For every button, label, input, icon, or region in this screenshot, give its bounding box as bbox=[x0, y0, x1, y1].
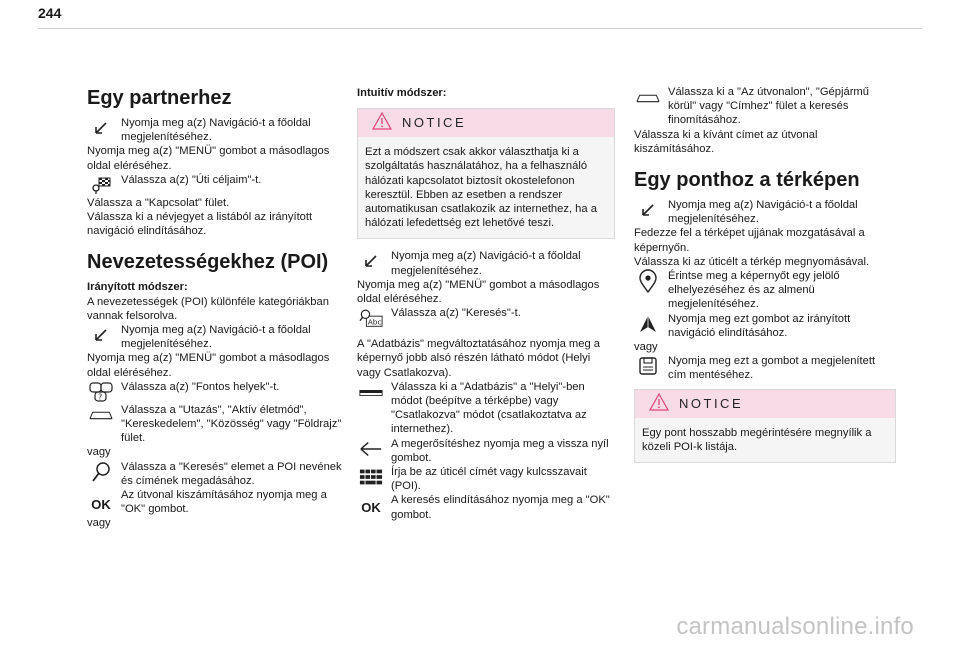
ok-icon: OK bbox=[91, 496, 111, 512]
step-navigation bbox=[87, 116, 351, 144]
notice-body: Egy pont hosszabb megérintésére megnyílik a közeli POI-k listája. bbox=[635, 418, 895, 462]
step-marker bbox=[634, 269, 896, 312]
step-text: Nyomja meg a(z) Navigáció-t a főoldal megjelenítéséhez. bbox=[121, 324, 311, 351]
abc-search-icon bbox=[359, 307, 383, 329]
tab-icon bbox=[636, 87, 660, 109]
navigation-triangle-icon bbox=[636, 313, 660, 335]
step-text: Nyomja meg a(z) Navigáció-t a főoldal megjelenítéséhez. bbox=[668, 199, 858, 226]
step-text: Válassza a "Utazás", "Aktív életmód", "Kereskedelem", "Közösség" vagy "Földrajz" fület. bbox=[121, 403, 342, 445]
notice-title: NOTICE bbox=[679, 395, 744, 411]
heading-poi: Nevezetességekhez (POI) bbox=[87, 251, 329, 274]
navigation-arrow-icon bbox=[89, 324, 113, 346]
paragraph: Nyomja meg a(z) "MENÜ" gombot a másodlagos oldal eléréséhez. bbox=[357, 278, 600, 306]
abc-label: Abc bbox=[367, 317, 382, 327]
paragraph: Fedezze fel a térképet ujjának mozgatásával a képernyőn. bbox=[634, 227, 865, 254]
step-save bbox=[634, 354, 896, 382]
or-text: vagy bbox=[634, 341, 658, 354]
or-text: vagy bbox=[87, 446, 111, 459]
navigation-arrow-icon bbox=[636, 199, 660, 221]
watermark: carmanualsonline.info bbox=[676, 613, 914, 640]
step-text: Válassza a(z) "Fontos helyek"-t. bbox=[121, 380, 280, 393]
step-search bbox=[87, 460, 351, 488]
step-poi bbox=[87, 380, 351, 402]
step-text: Válassza ki a "Adatbázis" a "Helyi"-ben módot (beépítve a térképbe) vagy "Csatlakozva" módot (csatlakoztatva az internethez). bbox=[391, 380, 587, 436]
step-text: A megerősítéshez nyomja meg a vissza nyíl gombot. bbox=[391, 437, 609, 464]
step-start-navigation bbox=[634, 312, 896, 340]
paragraph: A nevezetességek (POI) különféle kategóriákban vannak felsorolva. bbox=[87, 295, 329, 322]
step-ok bbox=[357, 493, 615, 521]
step-navigation bbox=[357, 249, 615, 277]
step-navigation bbox=[634, 198, 896, 226]
header-divider bbox=[38, 28, 922, 29]
notice-header bbox=[358, 109, 614, 137]
heading-map-point: Egy ponthoz a térképen bbox=[634, 169, 860, 192]
notice-body: Ezt a módszert csak akkor választhatja ki a szolgáltatás használatához, ha a felhasználó hálózati kapcsolatot biztosít okostelefonon keresztül. Ebben az esetben a rendszer automatikusan csatlakozik az internethez, ha a hálózati lefedettség ezt lehetővé teszi. bbox=[358, 137, 614, 238]
step-navigation bbox=[87, 323, 351, 351]
notice-header bbox=[635, 390, 895, 418]
paragraph: Válassza ki az úticélt a térkép megnyomásával. bbox=[634, 255, 870, 268]
svg-text:?: ? bbox=[98, 392, 103, 402]
paragraph: Válassza ki a kívánt címet az útvonal kiszámításához. bbox=[634, 128, 818, 155]
step-text: Válassza ki a "Az útvonalon", "Gépjármű körül" vagy "Címhez" fület a keresés finomításához. bbox=[668, 86, 869, 127]
map-pin-icon bbox=[636, 270, 660, 292]
step-ok bbox=[87, 488, 351, 516]
step-text: Az útvonal kiszámításához nyomja meg a "OK" gombot. bbox=[121, 489, 327, 516]
tab-icon bbox=[89, 404, 113, 426]
column-1 bbox=[87, 80, 351, 531]
destination-flag-icon bbox=[89, 174, 113, 196]
navigation-arrow-icon bbox=[359, 250, 383, 272]
ok-icon: OK bbox=[361, 500, 381, 516]
column-2 bbox=[357, 84, 615, 522]
notice-box bbox=[357, 108, 615, 239]
step-filter-tabs bbox=[634, 85, 896, 128]
step-text: Nyomja meg ezt a gombot a megjelenített cím mentéséhez. bbox=[668, 355, 876, 382]
step-text: Érintse meg a képernyőt egy jelölő elhelyezéséhez és az almenü megjelenítéséhez. bbox=[668, 270, 840, 311]
subheading-intuitive: Intuitív módszer: bbox=[357, 87, 447, 99]
step-text: Írja be az úticél címét vagy kulcsszavait (POI). bbox=[391, 466, 587, 493]
step-database bbox=[357, 380, 615, 437]
subheading-directed: Irányított módszer: bbox=[87, 281, 188, 294]
paragraph: Nyomja meg a(z) "MENÜ" gombot a másodlagos oldal eléréséhez. bbox=[87, 352, 330, 379]
or-text: vagy bbox=[87, 517, 111, 530]
notice-box bbox=[634, 389, 896, 463]
step-tabs bbox=[87, 403, 351, 446]
save-icon bbox=[636, 355, 660, 377]
page-number: 244 bbox=[38, 5, 62, 21]
step-search bbox=[357, 306, 615, 334]
paragraph: Nyomja meg a(z) "MENÜ" gombot a másodlagos oldal eléréséhez. bbox=[87, 145, 330, 172]
step-keyboard bbox=[357, 465, 615, 493]
step-text: Válassza a(z) "Keresés"-t. bbox=[391, 307, 521, 320]
step-text: Válassza a(z) "Úti céljaim"-t. bbox=[121, 173, 262, 186]
step-text: Nyomja meg ezt gombot az irányított navigáció elindításához. bbox=[668, 312, 851, 339]
paragraph: Válassza ki a névjegyet a listából az irányított navigáció elindításához. bbox=[87, 211, 313, 238]
paragraph: Válassza a "Kapcsolat" fület. bbox=[87, 196, 230, 209]
step-back bbox=[357, 437, 615, 465]
warning-triangle-icon bbox=[649, 393, 669, 415]
step-text: Nyomja meg a(z) Navigáció-t a főoldal megjelenítéséhez. bbox=[391, 250, 581, 277]
toggle-bar-icon bbox=[359, 382, 383, 404]
column-3 bbox=[634, 85, 896, 473]
notice-title: NOTICE bbox=[402, 115, 467, 131]
keyboard-icon bbox=[359, 466, 383, 488]
search-icon bbox=[89, 461, 113, 483]
step-text: Nyomja meg a(z) Navigáció-t a főoldal megjelenítéséhez. bbox=[121, 117, 311, 144]
step-text: A keresés elindításához nyomja meg a "OK" gombot. bbox=[391, 494, 610, 521]
heading-partner: Egy partnerhez bbox=[87, 87, 232, 109]
paragraph: A "Adatbázis" megváltoztatásához nyomja meg a képernyő jobb alsó részén látható módot (Helyi vagy Csatlakozva). bbox=[357, 338, 601, 379]
back-arrow-icon bbox=[359, 438, 383, 460]
navigation-arrow-icon bbox=[89, 117, 113, 139]
warning-triangle-icon bbox=[372, 112, 392, 134]
poi-bubbles-icon bbox=[89, 381, 113, 403]
step-text: Válassza a "Keresés" elemet a POI nevének és címének megadásához. bbox=[121, 460, 342, 487]
step-destinations bbox=[87, 173, 351, 189]
